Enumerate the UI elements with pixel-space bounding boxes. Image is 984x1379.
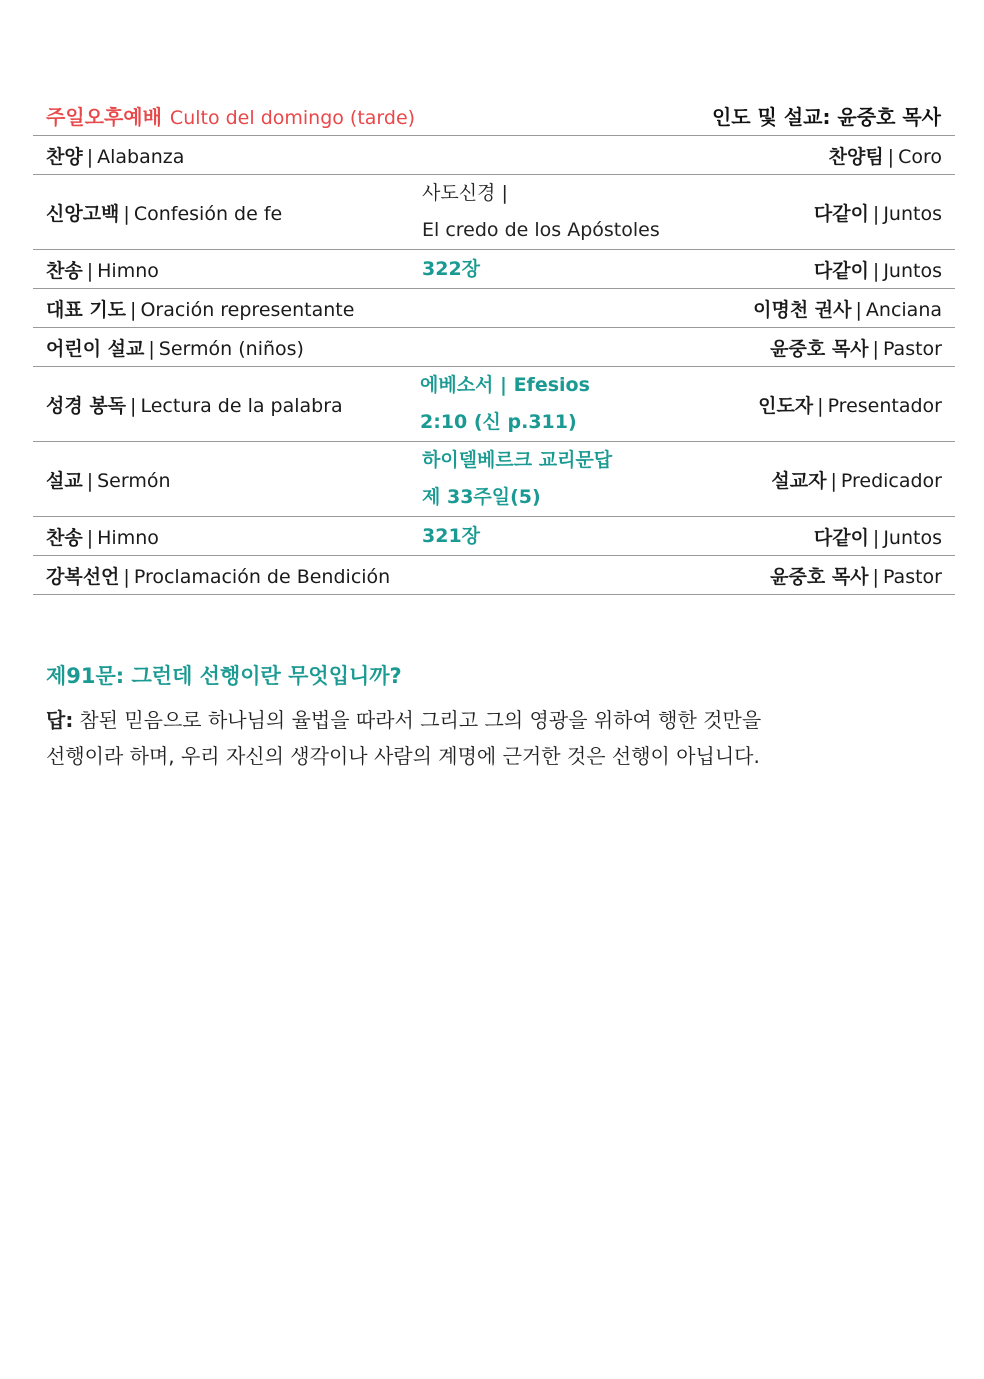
order-item-name-korean: 찬송 [46, 259, 83, 282]
order-item-leader [753, 295, 955, 322]
order-item-name-spanish: Sermón (niños) [158, 337, 304, 360]
order-item-leader-korean: 찬양팀 [828, 145, 884, 168]
separator: | [872, 259, 880, 282]
separator: | [123, 565, 130, 588]
order-item-detail-line: 하이델베르크 교리문답 [422, 449, 613, 471]
order-item-leader-spanish: Pastor [882, 337, 942, 360]
order-item-leader [762, 142, 955, 169]
order-item-leader [762, 523, 955, 550]
order-item-leader-korean: 인도자 [758, 394, 814, 417]
order-item-leader-spanish: Anciana [865, 298, 942, 321]
order-item-leader-korean: 다같이 [813, 259, 869, 282]
separator: | [887, 145, 895, 168]
order-item-leader [762, 199, 955, 226]
order-item-name-spanish: Lectura de la palabra [140, 394, 343, 417]
order-item-name-korean: 신앙고백 [46, 202, 120, 225]
order-item-name [33, 334, 409, 361]
order-row [33, 328, 955, 367]
order-item-name [33, 142, 409, 169]
separator: | [872, 526, 880, 549]
order-item-name-korean: 성경 봉독 [46, 394, 127, 417]
separator: | [855, 298, 862, 321]
order-item-name-korean: 대표 기도 [46, 298, 127, 321]
order-item-name [33, 466, 409, 493]
catechism-answer [46, 702, 926, 774]
order-item-leader-spanish: Juntos [883, 202, 942, 225]
order-item-leader-spanish: Coro [898, 145, 942, 168]
order-item-detail [407, 367, 758, 441]
order-item-detail [409, 175, 762, 249]
order-item-name-spanish: Sermón [97, 469, 171, 492]
order-item-name [33, 523, 409, 550]
separator: | [86, 259, 94, 282]
order-item-name [33, 199, 409, 226]
order-item-detail-line: El credo de los Apóstoles [422, 219, 660, 241]
service-title-korean: 주일오후예배 [46, 105, 162, 129]
separator: | [830, 469, 837, 492]
order-item-detail-line: 사도신경 | [422, 182, 508, 204]
order-row [33, 136, 955, 175]
answer-label: 답: [46, 708, 74, 732]
order-item-leader-korean: 윤중호 목사 [770, 337, 869, 360]
order-row [33, 517, 955, 556]
separator: | [872, 565, 879, 588]
order-item-leader-spanish: Pastor [882, 565, 942, 588]
order-item-leader-spanish: Predicador [840, 469, 942, 492]
order-item-name [33, 295, 404, 322]
order-row [33, 289, 955, 328]
order-row [33, 250, 955, 289]
order-item-leader-korean: 다같이 [813, 202, 869, 225]
order-row [33, 442, 955, 517]
service-title [46, 101, 415, 130]
order-item-name [33, 562, 409, 589]
order-item-name-spanish: Oración representante [140, 298, 355, 321]
catechism-section [46, 660, 926, 774]
order-item-leader [758, 391, 955, 418]
order-item-name-spanish: Himno [97, 526, 159, 549]
answer-line-2: 선행이라 하며, 우리 자신의 생각이나 사람의 계명에 근거한 것은 선행이 아닙니다. [46, 744, 760, 768]
separator: | [872, 337, 879, 360]
order-row [33, 175, 955, 250]
order-of-worship [33, 136, 955, 595]
officiant-label: 인도 및 설교: 윤중호 목사 [711, 105, 941, 129]
order-row [33, 556, 955, 595]
order-item-leader [762, 256, 955, 283]
order-item-name-korean: 찬양 [46, 145, 83, 168]
order-item-detail-line: 제 33주일(5) [422, 486, 541, 508]
order-item-name-spanish: Confesión de fe [133, 202, 283, 225]
order-item-detail-line: 322장 [422, 257, 481, 280]
order-item-name-spanish: Proclamación de Bendición [133, 565, 391, 588]
order-item-leader-spanish: Juntos [883, 259, 942, 282]
order-item-detail-line: 321장 [422, 524, 481, 547]
order-item-name-spanish: Himno [97, 259, 159, 282]
order-item-detail [409, 518, 762, 555]
order-item-leader [762, 562, 955, 589]
order-item-name-spanish: Alabanza [97, 145, 185, 168]
answer-line-1: 참된 믿음으로 하나님의 율법을 따라서 그리고 그의 영광을 위하여 행한 것만을 [79, 708, 762, 732]
separator: | [148, 337, 155, 360]
order-item-detail [409, 251, 762, 288]
separator: | [86, 526, 94, 549]
separator: | [86, 469, 94, 492]
order-item-name [33, 256, 409, 283]
separator: | [130, 298, 137, 321]
separator: | [123, 202, 130, 225]
order-item-detail-line: 2:10 (신 p.311) [419, 411, 577, 433]
separator: | [86, 145, 94, 168]
order-item-leader-korean: 설교자 [771, 469, 827, 492]
separator: | [817, 394, 824, 417]
order-item-name [33, 391, 407, 418]
order-item-leader-spanish: Presentador [827, 394, 942, 417]
order-item-name-korean: 강복선언 [46, 565, 120, 588]
order-item-name-korean: 찬송 [46, 526, 83, 549]
order-item-name-korean: 어린이 설교 [46, 337, 145, 360]
order-item-detail-line: 에베소서 | Efesios [419, 374, 590, 396]
service-title-spanish: Culto del domingo (tarde) [169, 107, 416, 129]
order-item-leader-korean: 윤중호 목사 [770, 565, 869, 588]
order-item-leader [762, 334, 955, 361]
order-item-leader-korean: 이명천 권사 [753, 298, 852, 321]
order-item-detail [409, 442, 762, 516]
order-item-leader-korean: 다같이 [813, 526, 869, 549]
service-header [33, 96, 955, 136]
separator: | [872, 202, 880, 225]
order-item-leader [762, 466, 955, 493]
order-item-leader-spanish: Juntos [883, 526, 942, 549]
separator: | [130, 394, 137, 417]
order-item-name-korean: 설교 [46, 469, 83, 492]
catechism-question: 제91문: 그런데 선행이란 무엇입니까? [46, 664, 402, 688]
order-row [33, 367, 955, 442]
